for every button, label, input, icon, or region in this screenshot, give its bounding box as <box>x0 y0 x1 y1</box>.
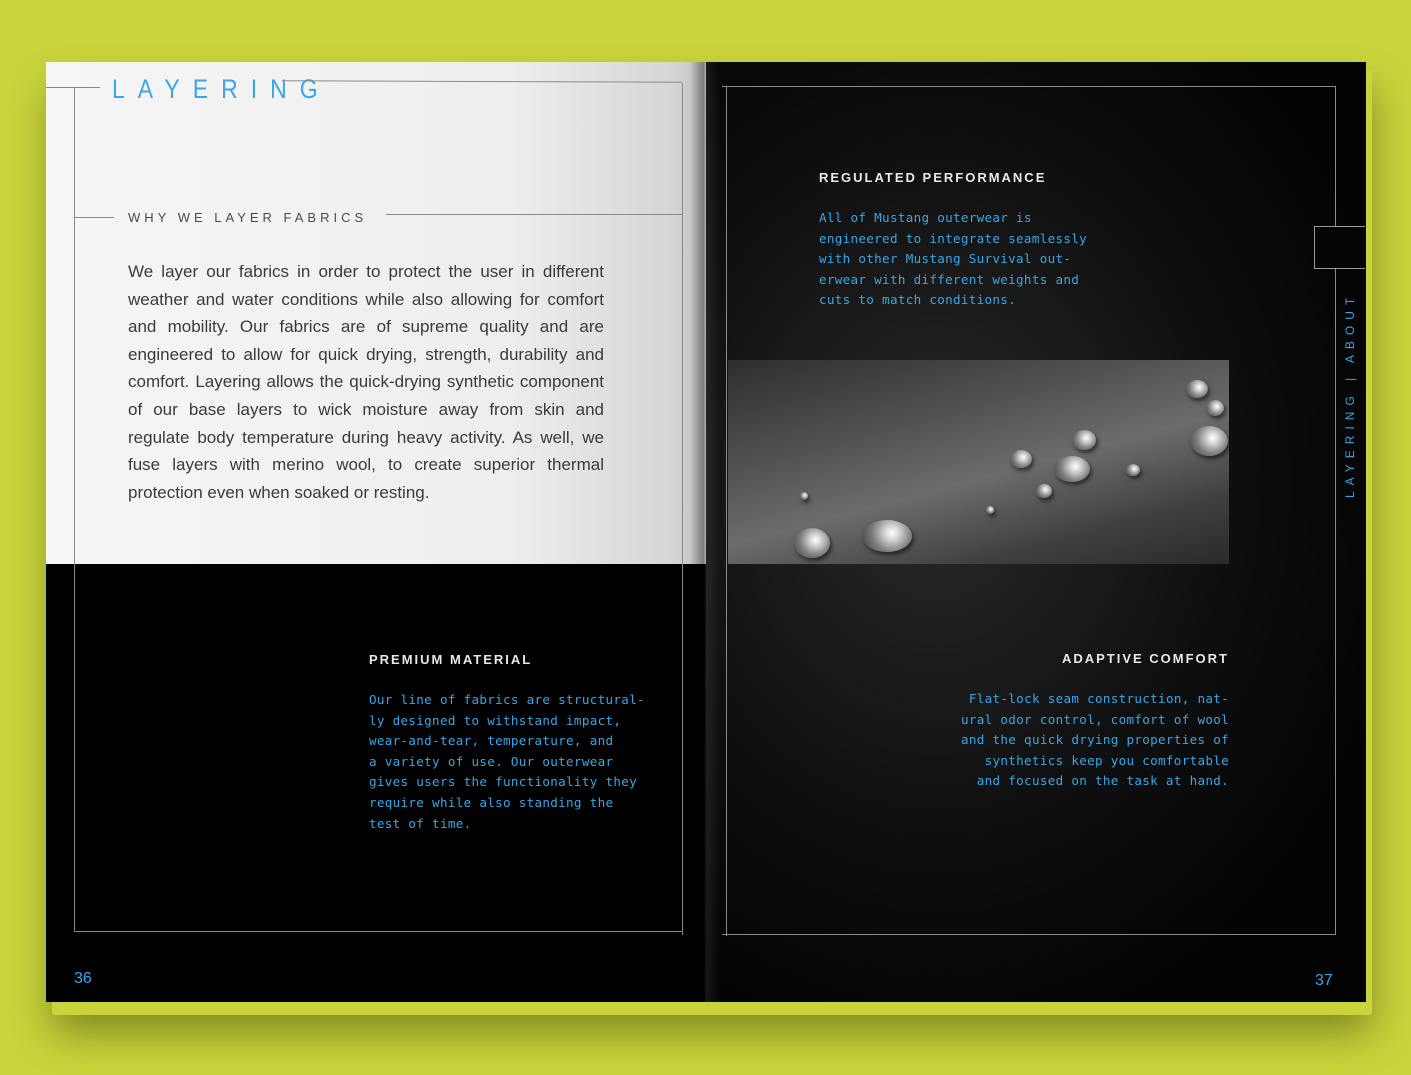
left-page <box>46 62 706 1002</box>
frame-line <box>722 86 1336 87</box>
droplet <box>1186 380 1208 398</box>
regulated-performance-title: REGULATED PERFORMANCE <box>819 170 1047 185</box>
frame-line <box>1335 268 1336 934</box>
frame-line <box>722 934 1336 935</box>
frame-line <box>74 87 75 932</box>
regulated-performance-text: All of Mustang outerwear is engineered to integrate seamlessly with other Mustang Survival out- erwear with different weights and cuts to match conditions. <box>819 210 1087 308</box>
droplet <box>800 492 808 500</box>
adaptive-comfort-title: ADAPTIVE COMFORT <box>1061 651 1229 666</box>
droplet <box>1126 464 1140 476</box>
subheading: WHY WE LAYER FABRICS <box>128 210 368 225</box>
frame-line <box>1335 86 1336 226</box>
page-number-left: 36 <box>74 970 92 987</box>
droplet <box>986 506 994 514</box>
droplet <box>1054 456 1090 482</box>
droplet <box>1036 484 1052 498</box>
premium-material-text: Our line of fabrics are structural- ly designed to withstand impact, wear-and-tear, temperature, and a variety of use. Our outerwear gives users the functionality they require while also standing the test of time. <box>369 692 645 831</box>
water-droplet-photo <box>728 360 1229 564</box>
frame-line <box>682 83 683 935</box>
body-paragraph: We layer our fabrics in order to protect the user in different weather and water conditions while also allowing for comfort and mobility. Our fabrics are of supreme quality and are engineered to allow for quick drying, strength, durability and comfort. Layering allows the quick-drying synthetic component of our base layers to wick moisture away from skin and regulate body temperature during heavy activity. As well, we fuse layers with merino wool, to create superior thermal protection even when soaked or resting. <box>128 262 604 502</box>
droplet <box>794 528 830 558</box>
page-tab <box>1314 226 1365 269</box>
left-page-light-panel <box>46 62 706 564</box>
droplet <box>1190 426 1228 456</box>
page-number-right: 37 <box>1315 972 1333 989</box>
frame-line <box>74 217 114 218</box>
frame-line <box>726 86 727 936</box>
section-title: LAYERING <box>112 74 331 104</box>
droplet <box>1072 430 1096 450</box>
adaptive-comfort-text: Flat-lock seam construction, nat- ural odor control, comfort of wool and the quick drying properties of synthetics keep you comfortable and focused on the task at hand. <box>961 691 1229 789</box>
side-section-label: LAYERING | ABOUT <box>1343 291 1357 498</box>
frame-line <box>74 931 682 932</box>
droplet <box>862 520 912 552</box>
premium-material-title: PREMIUM MATERIAL <box>369 652 533 667</box>
frame-line <box>46 87 100 88</box>
droplet <box>1010 450 1032 468</box>
frame-line <box>386 214 682 215</box>
droplet <box>1206 400 1224 416</box>
